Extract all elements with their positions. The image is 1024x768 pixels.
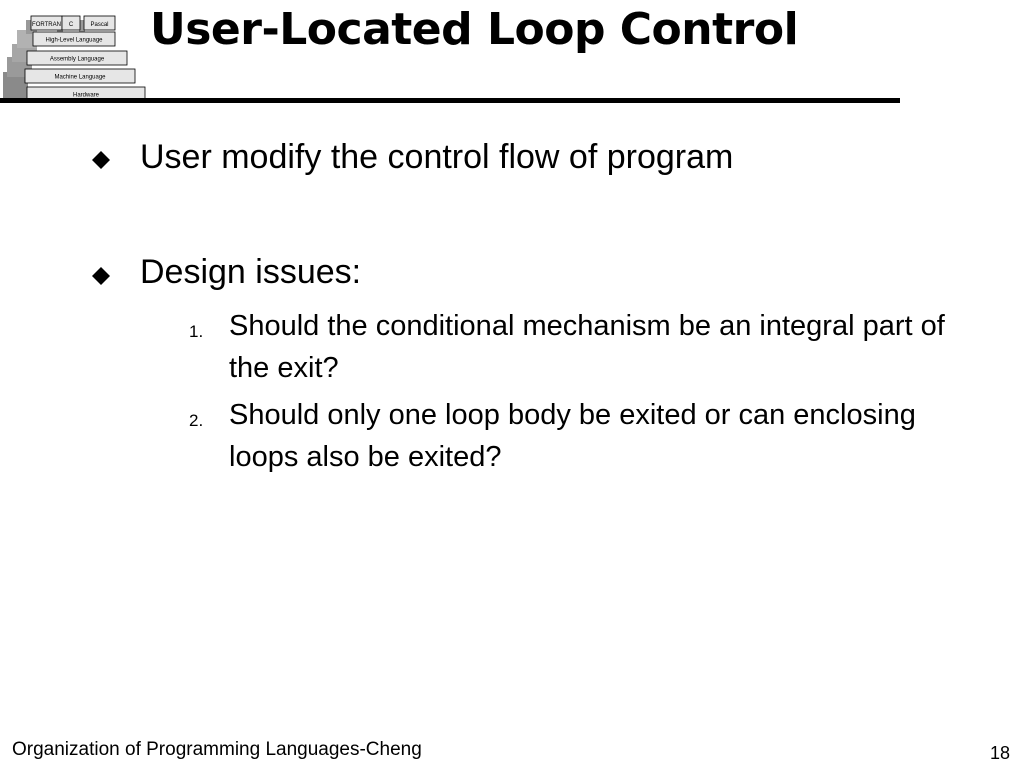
logo-label-c: C [68, 22, 74, 28]
sub-item-number: 2. [189, 411, 204, 430]
logo-label-assembly: Assembly Language [49, 56, 105, 63]
logo-layer-high-level [33, 32, 115, 46]
logo-block-pascal [84, 16, 115, 30]
logo-block-fortran [31, 16, 62, 30]
page-number: 18 [989, 743, 1010, 763]
logo-label-fortran: FORTRAN [32, 22, 61, 28]
logo-block-c [62, 16, 80, 30]
title-divider [0, 98, 900, 103]
logo-label-hardware: Hardware [72, 92, 100, 99]
sub-item: Should the conditional mechanism be an integral part of the exit? [229, 310, 945, 384]
logo-label-machine: Machine Language [54, 74, 106, 81]
logo-layer-assembly [27, 51, 127, 65]
bullet-item: User modify the control flow of program [140, 138, 734, 176]
diamond-bullet-icon [91, 150, 111, 170]
sub-item-number: 1. [189, 322, 204, 341]
sub-item: Should only one loop body be exited or can enclosing loops also be exited? [229, 399, 916, 473]
footer-text: Organization of Programming Languages-Cheng [12, 739, 422, 760]
logo-layer-machine [25, 69, 135, 83]
bullet-item: Design issues: [140, 253, 362, 291]
logo-label-high-level: High-Level Language [45, 37, 103, 44]
diamond-bullet-icon [91, 266, 111, 286]
logo-label-pascal: Pascal [90, 22, 109, 28]
slide-title: User-Located Loop Control [150, 4, 799, 55]
language-stack-logo [3, 14, 148, 102]
